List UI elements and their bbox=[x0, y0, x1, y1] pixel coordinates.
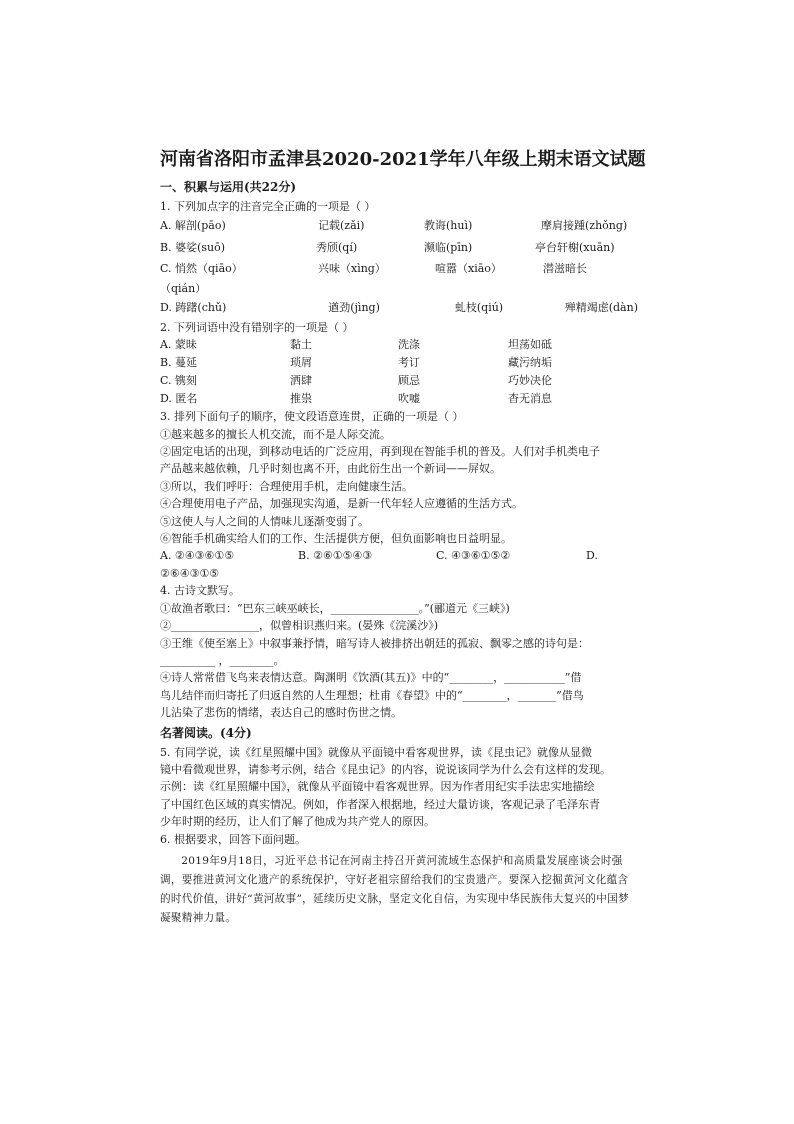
q1-stem: 1. 下列加点字的注音完全正确的一项是（ ） bbox=[160, 200, 376, 213]
q3-sentence-6: ⑥智能手机确实给人们的工作、生活提供方便，但负面影响也日益明显。 bbox=[160, 532, 512, 546]
page-title: 河南省洛阳市孟津县2020-2021学年八年级上期末语文试题 bbox=[160, 149, 646, 170]
q6-stem: 6. 根据要求，回答下面问题。 bbox=[160, 832, 306, 846]
q6-excerpt: 2019年9月18日，习近平总书记在河南主持召开黄河流域生态保护和高质量发展座谈会时强调，要推进黄河文化遗产的系统保护，守好老祖宗留给我们的宝贵遗产。要深入挖掘黄河文化蕴含的时代价值，讲好“黄河故事”，延续历史文脉，坚定文化自信，为实现中华民族伟大复兴的中国梦凝聚精神力量。 bbox=[160, 854, 629, 924]
q4-item-3-blanks: __________ ，________。 bbox=[160, 653, 285, 667]
q2-option-b: B. 蔓延 琐屑 考订 藏污纳垢 bbox=[160, 356, 552, 370]
exam-page bbox=[160, 145, 646, 928]
q2-stem: 2. 下列词语中没有错别字的一项是（ ） bbox=[160, 320, 354, 334]
q1-option-d: D. 踌躇(chǔ) 遒劲(jìng) 虬枝(qiú) 殚精竭虑(dàn) bbox=[160, 301, 638, 315]
q2-option-d: D. 匿名 推祟 吹嘘 杳无消息 bbox=[160, 392, 552, 406]
q3-sentence-4: ④合理使用电子产品，加强现实沟通，是新一代年轻人应遵循的生活方式。 bbox=[160, 497, 523, 511]
q4-item-1: ①故渔者歌曰：“巴东三峡巫峡长，________________。”(郦道元《三峡》) bbox=[160, 601, 510, 615]
q5-line-5: 少年时期的经历，让人们了解了他成为共产党人的原因。 bbox=[160, 815, 435, 829]
q4-stem: 4. 古诗文默写。 bbox=[160, 584, 240, 598]
section-heading-2: 名著阅读。(4分) bbox=[160, 725, 252, 740]
q4-item-4-end: 儿沾染了悲伤的情绪，表达自己的感时伤世之情。 bbox=[160, 706, 402, 720]
q1-option-a: A. 解剖(pāo) 记载(zǎi) 教诲(huì) 摩肩接踵(zhǒng) bbox=[160, 219, 628, 233]
q3-sentence-2: ②固定电话的出现，到移动电话的广泛应用，再到现在智能手机的普及。人们对手机类电子 bbox=[160, 445, 600, 459]
q3-sentence-5: ⑤这使人与人之间的人情味儿逐渐变弱了。 bbox=[160, 514, 369, 528]
q4-item-3: ③王维《使至塞上》中叙事兼抒情，暗写诗人被排挤出朝廷的孤寂、飘零之感的诗句是： bbox=[160, 636, 589, 650]
q3-stem: 3. 排列下面句子的顺序，使文段语意连贯，正确的一项是（ ） bbox=[160, 410, 464, 424]
q1-option-b: B. 婆娑(suō) 秀颀(qí) 濒临(pīn) 亭台轩榭(xuān) bbox=[160, 240, 615, 254]
q5-line-2: 镜中看微观世界，请参考示例，结合《昆虫记》的内容，说说该同学为什么会有这样的发现。 bbox=[160, 762, 611, 776]
section-heading-1: 一、积累与运用(共22分) bbox=[160, 180, 297, 194]
q5-line-1: 5. 有同学说，读《红星照耀中国》就像从平面镜中看客观世界，读《昆虫记》就像从显微 bbox=[160, 745, 592, 759]
q3-sentence-2-cont: 产品越来越依赖，几乎时刻也离不开，由此衍生出一个新词——屏奴。 bbox=[160, 462, 501, 476]
q1-option-c: C. 悄然（qiāo） 兴味（xìng） 喧嚣（xiāo） 潜滋暗长 bbox=[160, 262, 587, 276]
q4-item-2: ②________________，似曾相识燕归来。(晏殊《浣溪沙》) bbox=[160, 619, 439, 633]
q3-sentence-1: ①越来越多的擅长人机交流，而不是人际交流。 bbox=[160, 427, 391, 441]
q5-line-4: 了中国红色区域的真实情况。例如，作者深入根据地，经过大量访谈，客观记录了毛泽东青 bbox=[160, 797, 600, 811]
q3-sentence-3: ③所以，我们呼吁：合理使用手机，走向健康生活。 bbox=[160, 479, 413, 493]
q3-options: A. ②④③⑥①⑤ B. ②⑥①⑤④③ C. ④③⑥①⑤② D. bbox=[160, 549, 598, 563]
q3-option-d-wrap: ②⑥④③①⑤ bbox=[160, 566, 220, 580]
q4-item-4-cont: 鸟儿结伴而归寄托了归返自然的人生理想；杜甫《春望》中的“________，_______”借鸟 bbox=[160, 688, 584, 702]
q2-option-c: C. 镌刻 洒肆 顾忌 巧妙决伦 bbox=[160, 374, 552, 388]
q4-item-4: ④诗人常常借飞鸟来表情达意。陶渊明《饮酒(其五)》中的“________，___________”借 bbox=[160, 671, 582, 685]
q1-option-c-wrap: （qián） bbox=[160, 281, 207, 295]
q5-line-3: 示例：读《红星照耀中国》，就像从平面镜中看客观世界。因为作者用纪实手法忠实地描绘 bbox=[160, 780, 595, 794]
q2-option-a: A. 蒙昧 黏土 洗涤 坦荡如砥 bbox=[160, 338, 552, 352]
